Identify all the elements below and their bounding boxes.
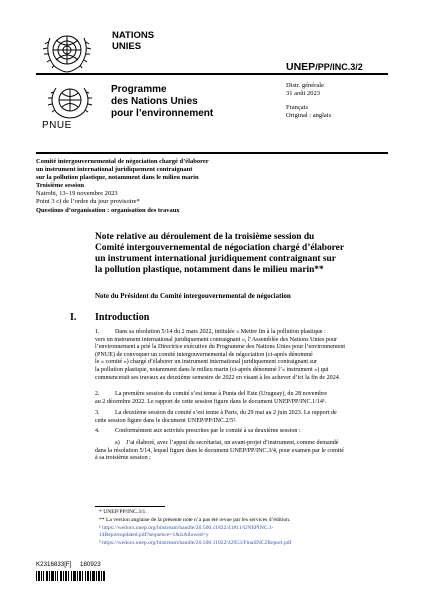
- programme-line1: Programme: [111, 84, 167, 95]
- paragraph-number: 4.: [95, 428, 100, 434]
- title-line1: Note relative au déroulement de la troisième session du: [95, 232, 315, 242]
- paragraph-line: (PNUE) de convoquer un comité intergouvernemental de négociation (ci-après dénommé: [95, 351, 313, 358]
- programme-line2: des Nations Unies: [111, 96, 198, 107]
- title-line4: la pollution plastique, notamment dans le milieu marin**: [95, 265, 324, 275]
- paragraph-line: commencerait ses travaux au deuxième semestre de 2022 en visant à les achever d’ici la fin de 2024.: [95, 374, 341, 381]
- agenda-item-title: Questions d’organisation : organisation des travaux: [36, 207, 180, 214]
- paragraph-line: Conformément aux activités prescrites par le comité à sa deuxième session :: [115, 428, 301, 434]
- paragraph-line: le « comité ») chargé d’élaborer un instrument international juridiquement contraignant sur: [95, 359, 318, 366]
- footnotes: [95, 509, 385, 548]
- section-title: Introduction: [95, 312, 150, 323]
- pnue-label: PNUE: [42, 120, 72, 131]
- paragraph-line: au 2 décembre 2022. Le rapport de cette session figure dans le document UNEP/PP/INC.1/14¹.: [95, 398, 327, 405]
- un-emblem-logo: [36, 26, 98, 78]
- footnote-4-link[interactable]: https://wedocs.unep.org/bitstream/handle/20.500.11822/42953/FinalINC2Report.pdf: [102, 540, 292, 547]
- paragraph-line: à sa troisième session ;: [95, 455, 151, 462]
- footnote-marker: ¹: [99, 524, 103, 531]
- paragraph-line: l’environnement a prié la Directrice exécutive du Programme des Nations Unies pour l’environnement: [95, 344, 346, 351]
- doc-symbol-main: UNEP: [286, 61, 316, 73]
- paragraph-4: [95, 428, 385, 436]
- programme-line3: pour l’environnement: [111, 108, 214, 119]
- footnote-4: [95, 540, 385, 548]
- committee-line2: un instrument international juridiquement contraignant: [36, 166, 193, 173]
- agenda-point: Point 3 c) de l’ordre du jour provisoire*: [36, 198, 140, 205]
- paragraph-3: [95, 410, 385, 425]
- section-number: I.: [70, 312, 77, 323]
- job-number: K2316833[F] 180923: [36, 561, 101, 568]
- title-line2: Comité intergouvernemental de négociation chargé d’élaborer: [95, 243, 344, 253]
- paragraph-1: [95, 329, 385, 382]
- session: Troisième session: [36, 182, 84, 189]
- committee-line1: Comité intergouvernemental de négociation chargé d’élaborer: [36, 158, 209, 165]
- footnote-marker: ²: [99, 540, 103, 547]
- barcode-image: [36, 571, 106, 581]
- paragraph-line: La deuxième session du comité s’est tenue à Paris, du 29 mai au 2 juin 2023. Le rapport de: [115, 410, 337, 416]
- footnote-2: ** La version anglaise de la présente note n’a pas été revue par les services d’édition.: [99, 516, 291, 523]
- footnote-separator: [95, 506, 165, 507]
- committee-line3: sur la pollution plastique, notamment dans le milieu marin: [36, 174, 199, 181]
- footnote-1: * UNEP/PP/INC.3/1.: [99, 509, 147, 515]
- paragraph-number: 3.: [95, 410, 100, 416]
- header-top-rule: [36, 73, 388, 75]
- paragraph-line: vers un instrument international juridiquement contraignant », l’Assemblée des Nations Unies pour: [95, 336, 338, 343]
- paragraph-2: [95, 391, 385, 406]
- document-date: 31 août 2023: [286, 90, 320, 97]
- footnote-3-link-cont[interactable]: 14Reportupdated.pdf?sequence=1&isAllowed=y: [99, 532, 209, 539]
- org-name-line1: NATIONS: [112, 30, 155, 41]
- section-heading: [70, 312, 390, 323]
- document-title: [95, 232, 385, 276]
- paragraph-4a: [95, 440, 385, 463]
- original-language: Original : anglais: [286, 112, 332, 119]
- distribution-block: [286, 82, 386, 120]
- pnue-logo: [42, 80, 98, 120]
- organization-name: [112, 30, 202, 52]
- header-bottom-rule: [36, 152, 388, 154]
- note-by-president: Note du Président du Comité intergouvernemental de négociation: [95, 292, 291, 300]
- paragraph-line: La première session du comité s’est tenue à Punta del Este (Uruguay), du 28 novembre: [115, 391, 328, 397]
- paragraph-line: dans la résolution 5/14, lequel figure dans le document UNEP/PP/INC.3/4, pour examen par le comité: [95, 447, 344, 454]
- paragraph-line: la pollution plastique, notamment dans le milieu marin (ci-après dénommé l’« instrument ») qui: [95, 366, 329, 373]
- paragraph-line: cette session figure dans le document UNEP/PP/INC.2/5².: [95, 417, 237, 424]
- paragraph-number: 1.: [95, 329, 100, 335]
- title-line3: un instrument international juridiquement contraignant sur: [95, 254, 336, 264]
- place-date: Nairobi, 13–19 novembre 2023: [36, 190, 118, 197]
- meeting-info: [36, 158, 336, 215]
- paragraph-number: 2.: [95, 391, 100, 397]
- programme-name: [111, 84, 221, 120]
- paragraph-line: Dans sa résolution 5/14 du 2 mars 2022, intitulée « Mettre fin à la pollution plastique :: [115, 329, 326, 335]
- doc-symbol-rest: /PP/INC.3/2: [315, 62, 363, 72]
- document-symbol: [286, 61, 363, 73]
- distribution: Distr. générale: [286, 82, 324, 89]
- language: Français: [286, 104, 309, 111]
- org-name-line2: UNIES: [112, 41, 142, 52]
- paragraph-line: a) J’ai élaboré, avec l’appui du secrétariat, un avant-projet d’instrument, comme demandé: [115, 440, 339, 446]
- footnote-3-link[interactable]: https://wedocs.unep.org/bitstream/handle/20.500.11822/41811/UNEPINC.1-: [102, 524, 274, 531]
